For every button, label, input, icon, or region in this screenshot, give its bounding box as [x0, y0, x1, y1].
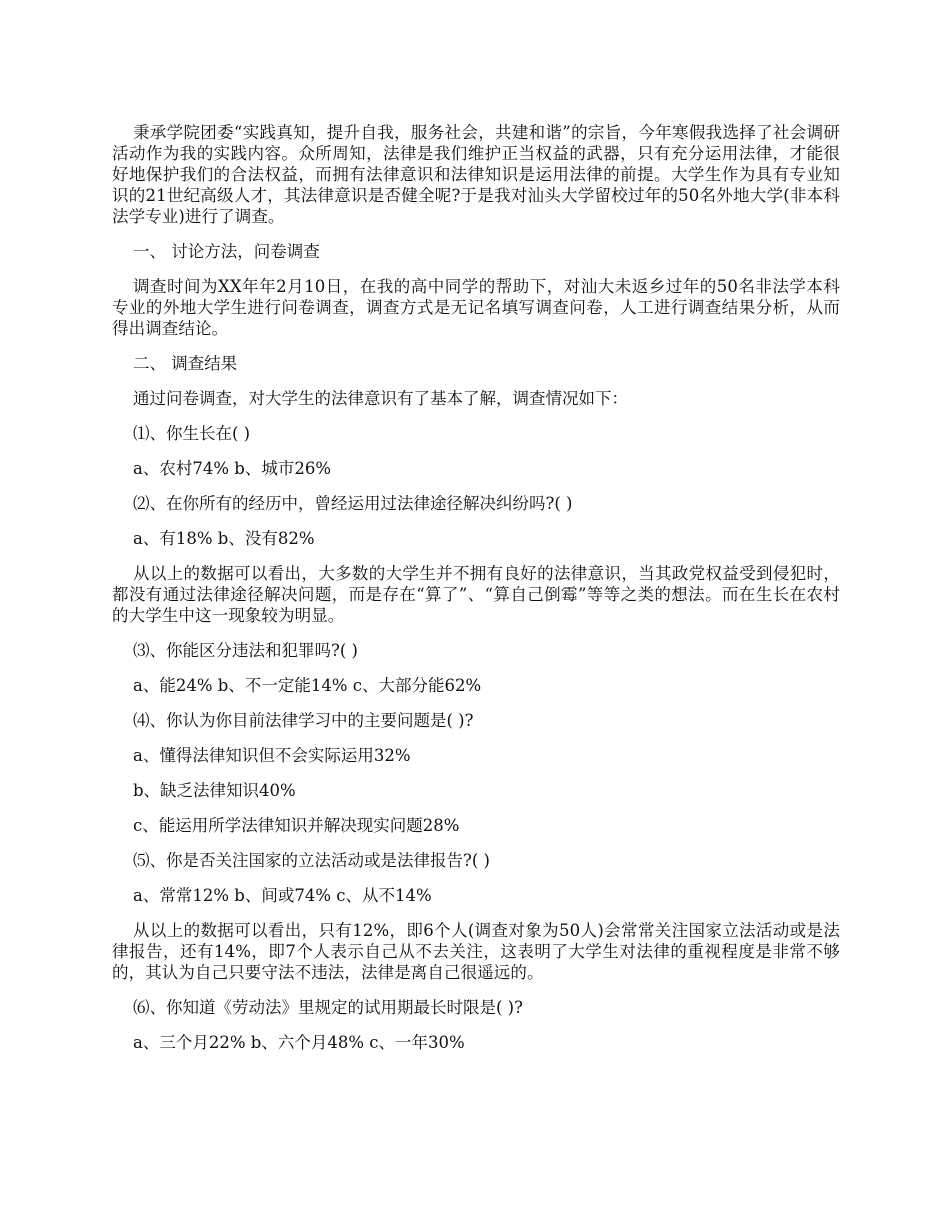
answer-1: a、农村74% b、城市26%: [133, 459, 331, 478]
analysis-paragraph-2: 从以上的数据可以看出，只有12%，即6个人(调查对象为50人)会常常关注国家立法活动或是法律报告，还有14%，即7个人表示自己从不去关注，这表明了大学生对法律的重视程度是非常不够的，其认为自己只要守法不违法，法律是离自己很遥远的。: [112, 921, 840, 982]
answer-4b: b、缺乏法律知识40%: [133, 781, 296, 800]
section-heading-results: 二、 调查结果: [133, 354, 238, 373]
answer-2: a、有18% b、没有82%: [133, 529, 315, 548]
question-1: ⑴、你生长在( ): [133, 424, 251, 443]
section-heading-method: 一、 讨论方法，问卷调查: [133, 242, 320, 261]
answer-6: a、三个月22% b、六个月48% c、一年30%: [133, 1033, 465, 1052]
results-intro: 通过问卷调查，对大学生的法律意识有了基本了解，调查情况如下：: [133, 389, 628, 408]
question-5: ⑸、你是否关注国家的立法活动或是法律报告?( ): [133, 851, 490, 870]
question-2: ⑵、在你所有的经历中，曾经运用过法律途径解决纠纷吗?( ): [133, 494, 573, 513]
answer-3: a、能24% b、不一定能14% c、大部分能62%: [133, 676, 482, 695]
question-4: ⑷、你认为你目前法律学习中的主要问题是( )?: [133, 711, 474, 730]
document-body: [112, 122, 840, 1067]
intro-paragraph: 秉承学院团委“实践真知，提升自我，服务社会，共建和谐”的宗旨，今年寒假我选择了社会调研活动作为我的实践内容。众所周知，法律是我们维护正当权益的武器，只有充分运用法律，才能很好地保护我们的合法权益，而拥有法律意识和法律知识是运用法律的前提。大学生作为具有专业知识的21世纪高级人才，其法律意识是否健全呢?于是我对汕头大学留校过年的50名外地大学(非本科法学专业)进行了调查。: [112, 123, 840, 226]
answer-5: a、常常12% b、间或74% c、从不14%: [133, 886, 432, 905]
method-paragraph: 调查时间为XX年年2月10日，在我的高中同学的帮助下，对汕大未返乡过年的50名非法学本科专业的外地大学生进行问卷调查，调查方式是无记名填写调查问卷，人工进行调查结果分析，从而得出调查结论。: [112, 277, 840, 338]
answer-4c: c、能运用所学法律知识并解决现实问题28%: [133, 816, 460, 835]
answer-4a: a、懂得法律知识但不会实际运用32%: [133, 746, 411, 765]
analysis-paragraph-1: 从以上的数据可以看出，大多数的大学生并不拥有良好的法律意识，当其政党权益受到侵犯时，都没有通过法律途径解决问题，而是存在“算了”、“算自己倒霉”等等之类的想法。而在生长在农村的大学生中这一现象较为明显。: [112, 564, 840, 625]
question-3: ⑶、你能区分违法和犯罪吗?( ): [133, 641, 358, 660]
question-6: ⑹、你知道《劳动法》里规定的试用期最长时限是( )?: [133, 998, 523, 1017]
